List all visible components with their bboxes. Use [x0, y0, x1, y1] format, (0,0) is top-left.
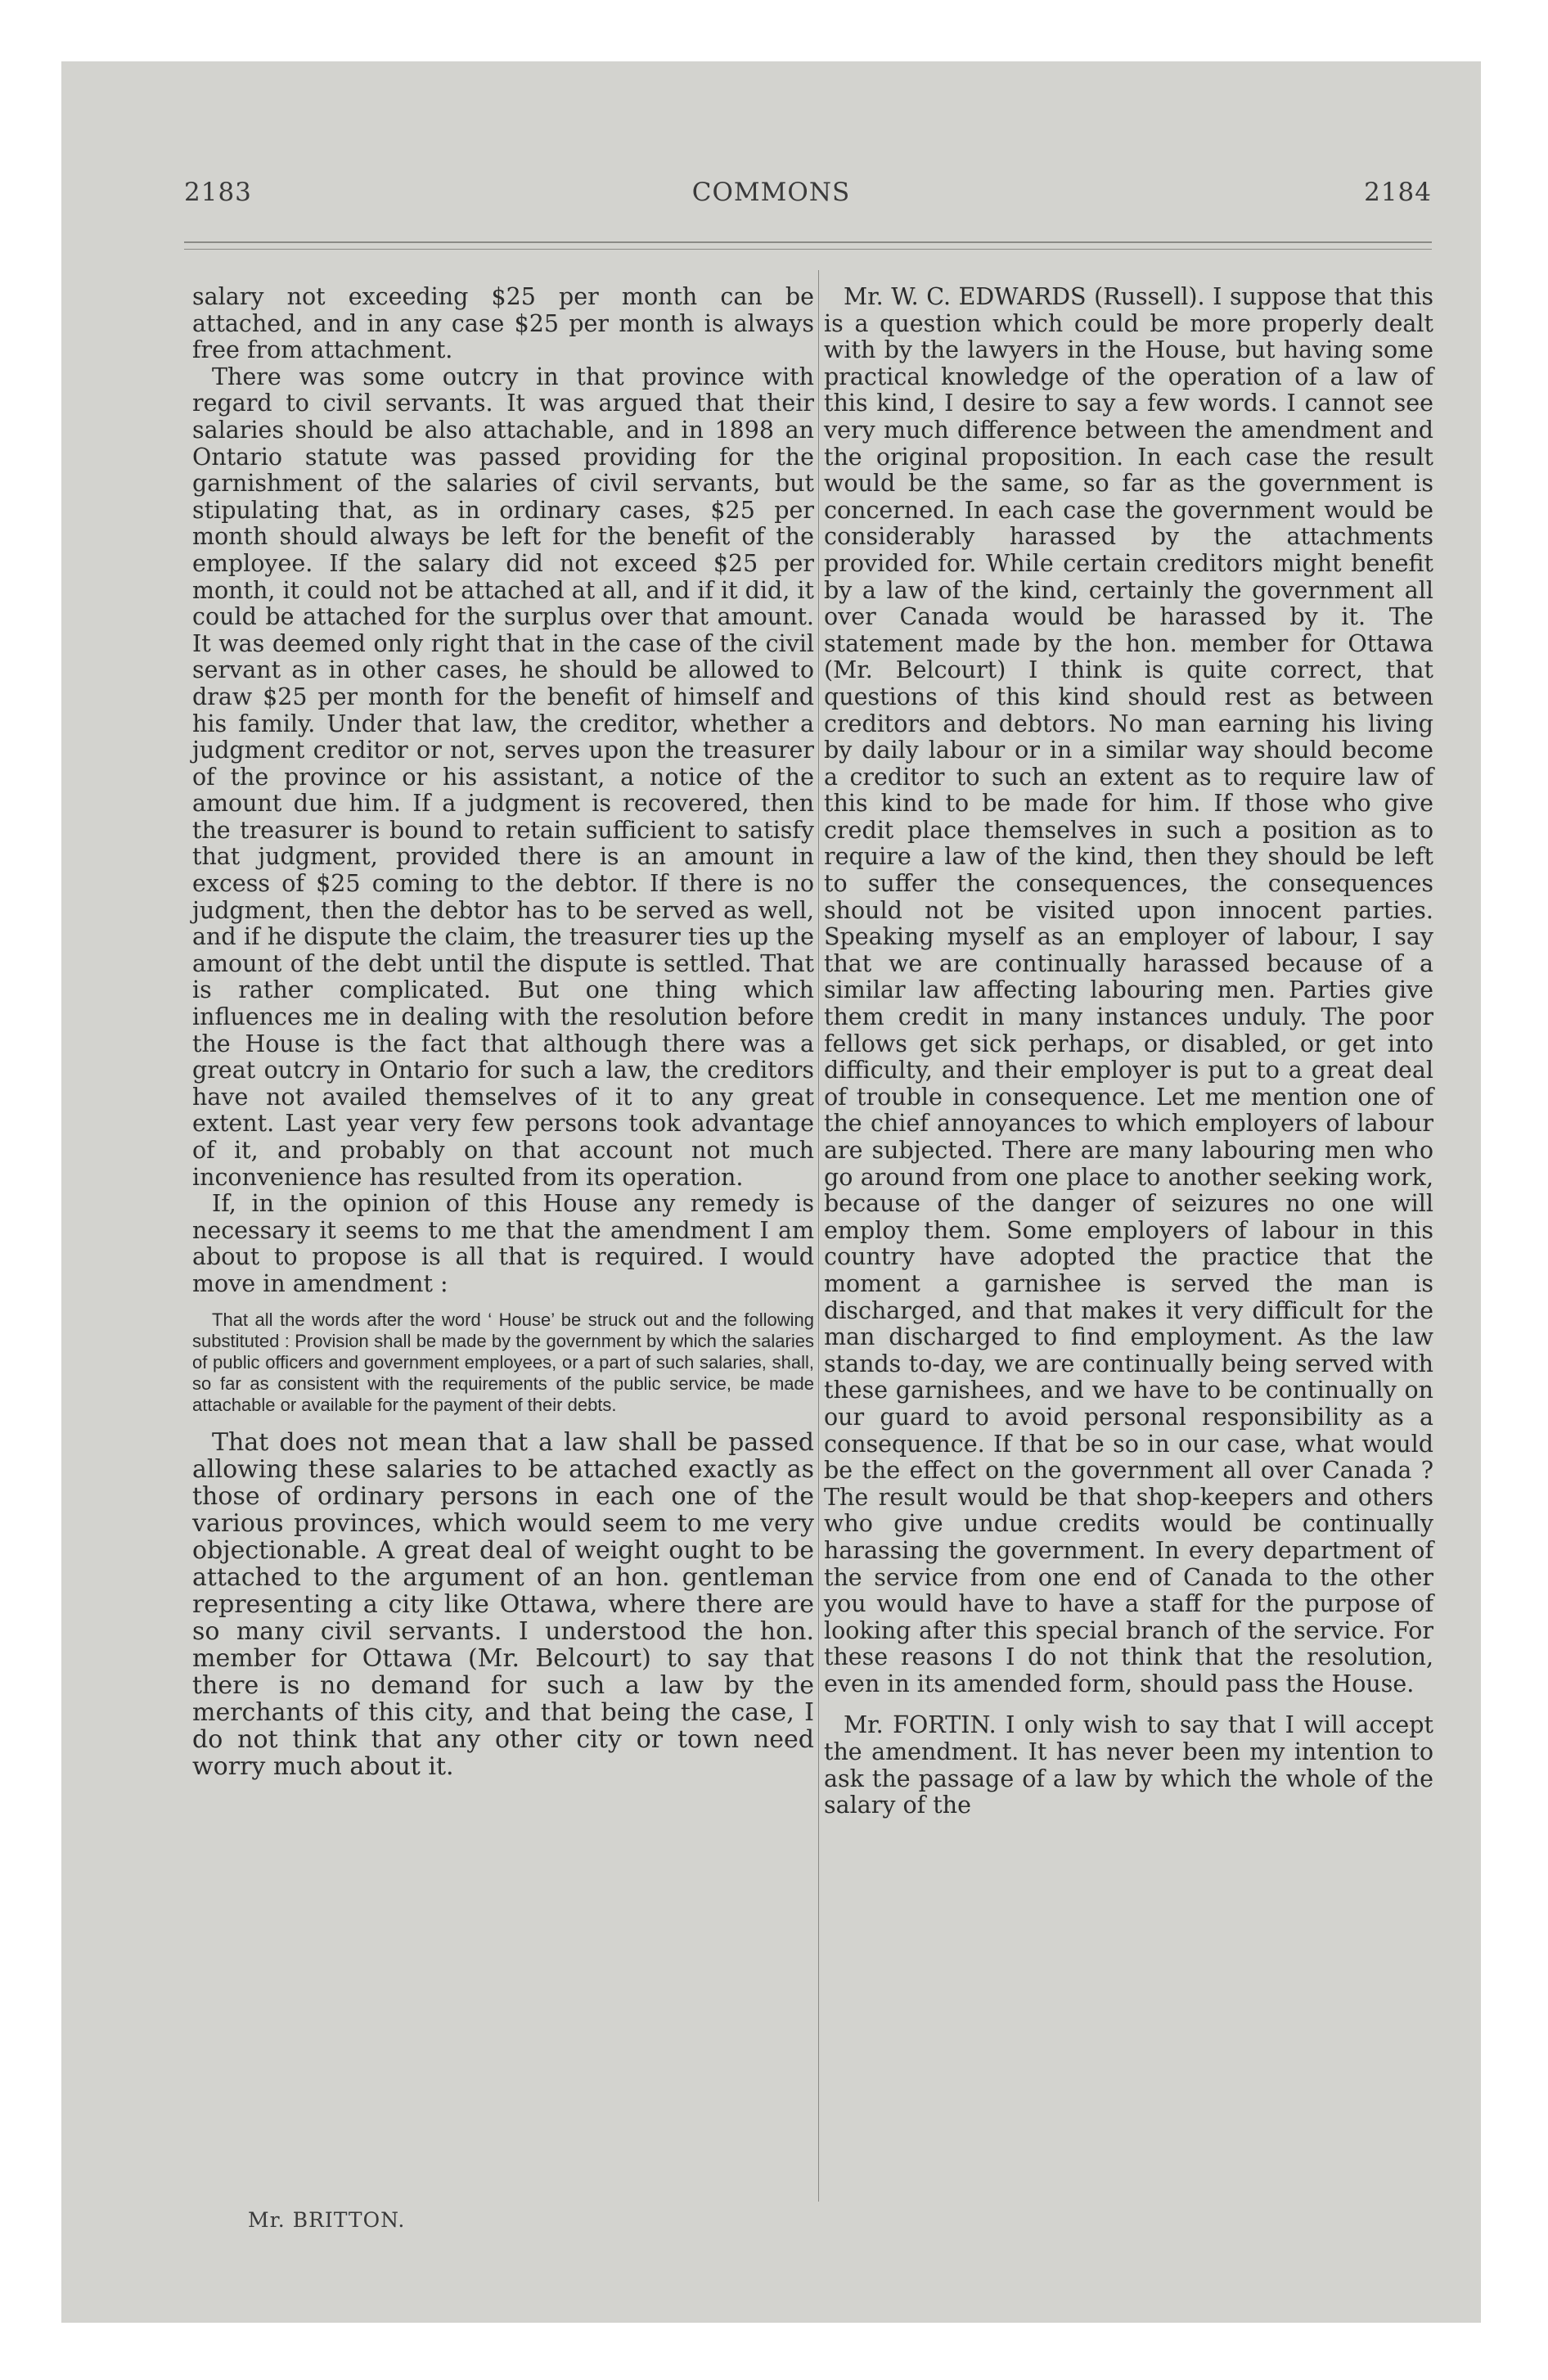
running-title: COMMONS — [691, 178, 851, 207]
page-scan — [61, 61, 1481, 2323]
right-page-number: 2184 — [1364, 178, 1432, 207]
left-paragraph-3: If, in the opinion of this House any remedy is necessary it seems to me that the amendment I am about to propose is all that is required. I would move in amendment : — [192, 1190, 814, 1297]
paragraph-gap — [824, 1697, 1433, 1712]
header-rule — [184, 241, 1432, 243]
left-page-number: 2183 — [184, 178, 252, 207]
edwards-speech: Mr. W. C. EDWARDS (Russell). I suppose that this is a question which could be more properly dealt with by the lawyers in the House, but having some practical knowledge of the operation of a law of this kind, I desire to say a few words. I cannot see very much difference between the amendment and the original proposition. In each case the result would be the same, so far as the government is concerned. In each case the government would be considerably harassed by the attachments provided for. While certain creditors might benefit by a law of the kind, certainly the government all over Canada would be harassed by it. The statement made by the hon. member for Ottawa (Mr. Belcourt) I think is quite correct, that questions of this kind should rest as between creditors and debtors. No man earning his living by daily labour or in a similar way should become a creditor to such an extent as to require law of this kind to be made for him. If those who give credit place themselves in such a position as to require a law of the kind, then they should be left to suffer the consequences, the consequences should not be visited upon innocent parties. Speaking myself as an employer of labour, I say that we are continually harassed because of a similar law affecting labouring men. Parties give them credit in many instances unduly. The poor fellows get sick perhaps, or disabled, or get into difficulty, and their employer is put to a great deal of trouble in consequence. Let me mention one of the chief annoyances to which employers of labour are subjected. There are many labouring men who go around from one place to another seeking work, because of the danger of seizures no one will employ them. Some employers of labour in this country have adopted the practice that the moment a garnishee is served the man is discharged, and that makes it very difficult for the man discharged to find employment. As the law stands to-day, we are continually being served with these garnishees, and we have to be continually on our guard to avoid personal responsibility as a consequence. If that be so in our case, what would be the effect on the government all over Canada ? The result would be that shop-keepers and others who give undue credits would be continually harassing the government. In every department of the service from one end of Canada to the other you would have to have a staff for the purpose of looking after this special branch of the service. For these reasons I do not think that the resolution, even in its amended form, should pass the House. — [824, 283, 1433, 1697]
footer-speaker: Mr. BRITTON. — [248, 2208, 406, 2232]
left-column — [192, 284, 814, 1780]
column-divider — [818, 270, 819, 2202]
amendment-quote-text: That all the words after the word ‘ House’ be struck out and the following substituted : Provision shall be made by the government by which the salaries of public officers and government employees, or a part of such salaries, shall, so far as consistent with the requirements of the public service, be made attachable or available for the payment of their debts. — [192, 1309, 814, 1415]
header-rule-thin — [184, 249, 1432, 250]
left-paragraph-2: There was some outcry in that province with regard to civil servants. It was argued that their salaries should be also attachable, and in 1898 an Ontario statute was passed providing for the garnishment of the salaries of civil servants, but stipulating that, as in ordinary cases, $25 per month should always be left for the benefit of the employee. If the salary did not exceed $25 per month, it could not be attached at all, and if it did, it could be attached for the surplus over that amount. It was deemed only right that in the case of the civil servant as in other cases, he should be allowed to draw $25 per month for the benefit of himself and his family. Under that law, the creditor, whether a judgment creditor or not, serves upon the treasurer of the province or his assistant, a notice of the amount due him. If a judgment is recovered, then the treasurer is bound to retain sufficient to satisfy that judgment, provided there is an amount in excess of $25 coming to the debtor. If there is no judgment, then the debtor has to be served as well, and if he dispute the claim, the treasurer ties up the amount of the debt until the dispute is settled. That is rather complicated. But one thing which influences me in dealing with the resolution before the House is the fact that although there was a great outcry in Ontario for such a law, the creditors have not availed themselves of it to any great extent. Last year very few persons took advantage of it, and probably on that account not much inconvenience has resulted from its operation. — [192, 363, 814, 1191]
amendment-quote — [192, 1309, 814, 1416]
left-paragraph-4: That does not mean that a law shall be passed allowing these salaries to be attached exactly as those of ordinary persons in each one of the various provinces, which would seem to me very objectionable. A great deal of weight ought to be attached to the argument of an hon. gentleman representing a city like Ottawa, where there are so many civil servants. I understood the hon. member for Ottawa (Mr. Belcourt) to say that there is no demand for such a law by the merchants of this city, and that being the case, I do not think that any other city or town need worry much about it. — [192, 1427, 814, 1781]
fortin-speech: Mr. FORTIN. I only wish to say that I will accept the amendment. It has never been my intention to ask the passage of a law by which the whole of the salary of the — [824, 1711, 1433, 1819]
left-paragraph-1: salary not exceeding $25 per month can be attached, and in any case $25 per month is always free from attachment. — [192, 283, 814, 364]
right-column — [824, 284, 1433, 1819]
